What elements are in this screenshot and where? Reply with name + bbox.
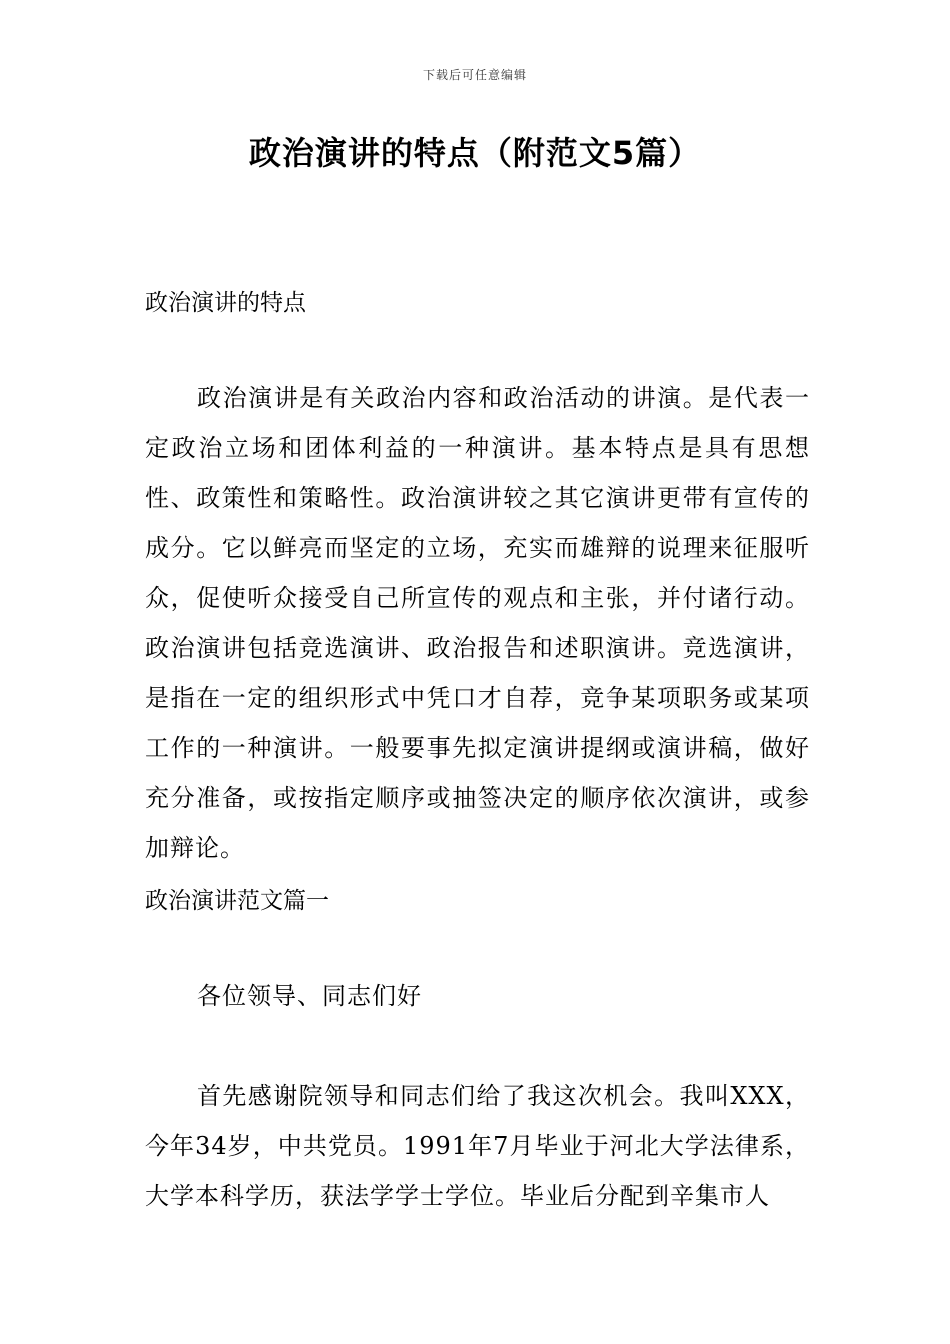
section-heading-intro: 政治演讲的特点 <box>145 290 306 316</box>
document-title: 政治演讲的特点（附范文5篇） <box>248 134 702 172</box>
intro-paragraph: 政治演讲是有关政治内容和政治活动的讲演。是代表一定政治立场和团体利益的一种演讲。基本特点是具有思想性、政策性和策略性。政治演讲较之其它演讲更带有宣传的成分。它以鲜亮而坚定的立场，充实而雄辩的说理来征服听众，促使听众接受自己所宣传的观点和主张，并付诸行动。政治演讲包括竞选演讲、政治报告和述职演讲。竞选演讲，是指在一定的组织形式中凭口才自荐，竞争某项职务或某项工作的一种演讲。一般要事先拟定演讲提纲或演讲稿，做好充分准备，或按指定顺序或抽签决定的顺序依次演讲，或参加辩论。 <box>145 384 810 862</box>
section-heading-sample1: 政治演讲范文篇一 <box>145 888 329 914</box>
header-note: 下载后可任意编辑 <box>422 68 527 82</box>
sample1-paragraph: 首先感谢院领导和同志们给了我这次机会。我叫XXX，今年34岁，中共党员。1991年7月毕业于河北大学法律系，大学本科学历，获法学学士学位。毕业后分配到辛集市人 <box>145 1082 810 1210</box>
sample1-greeting: 各位领导、同志们好 <box>197 982 422 1010</box>
